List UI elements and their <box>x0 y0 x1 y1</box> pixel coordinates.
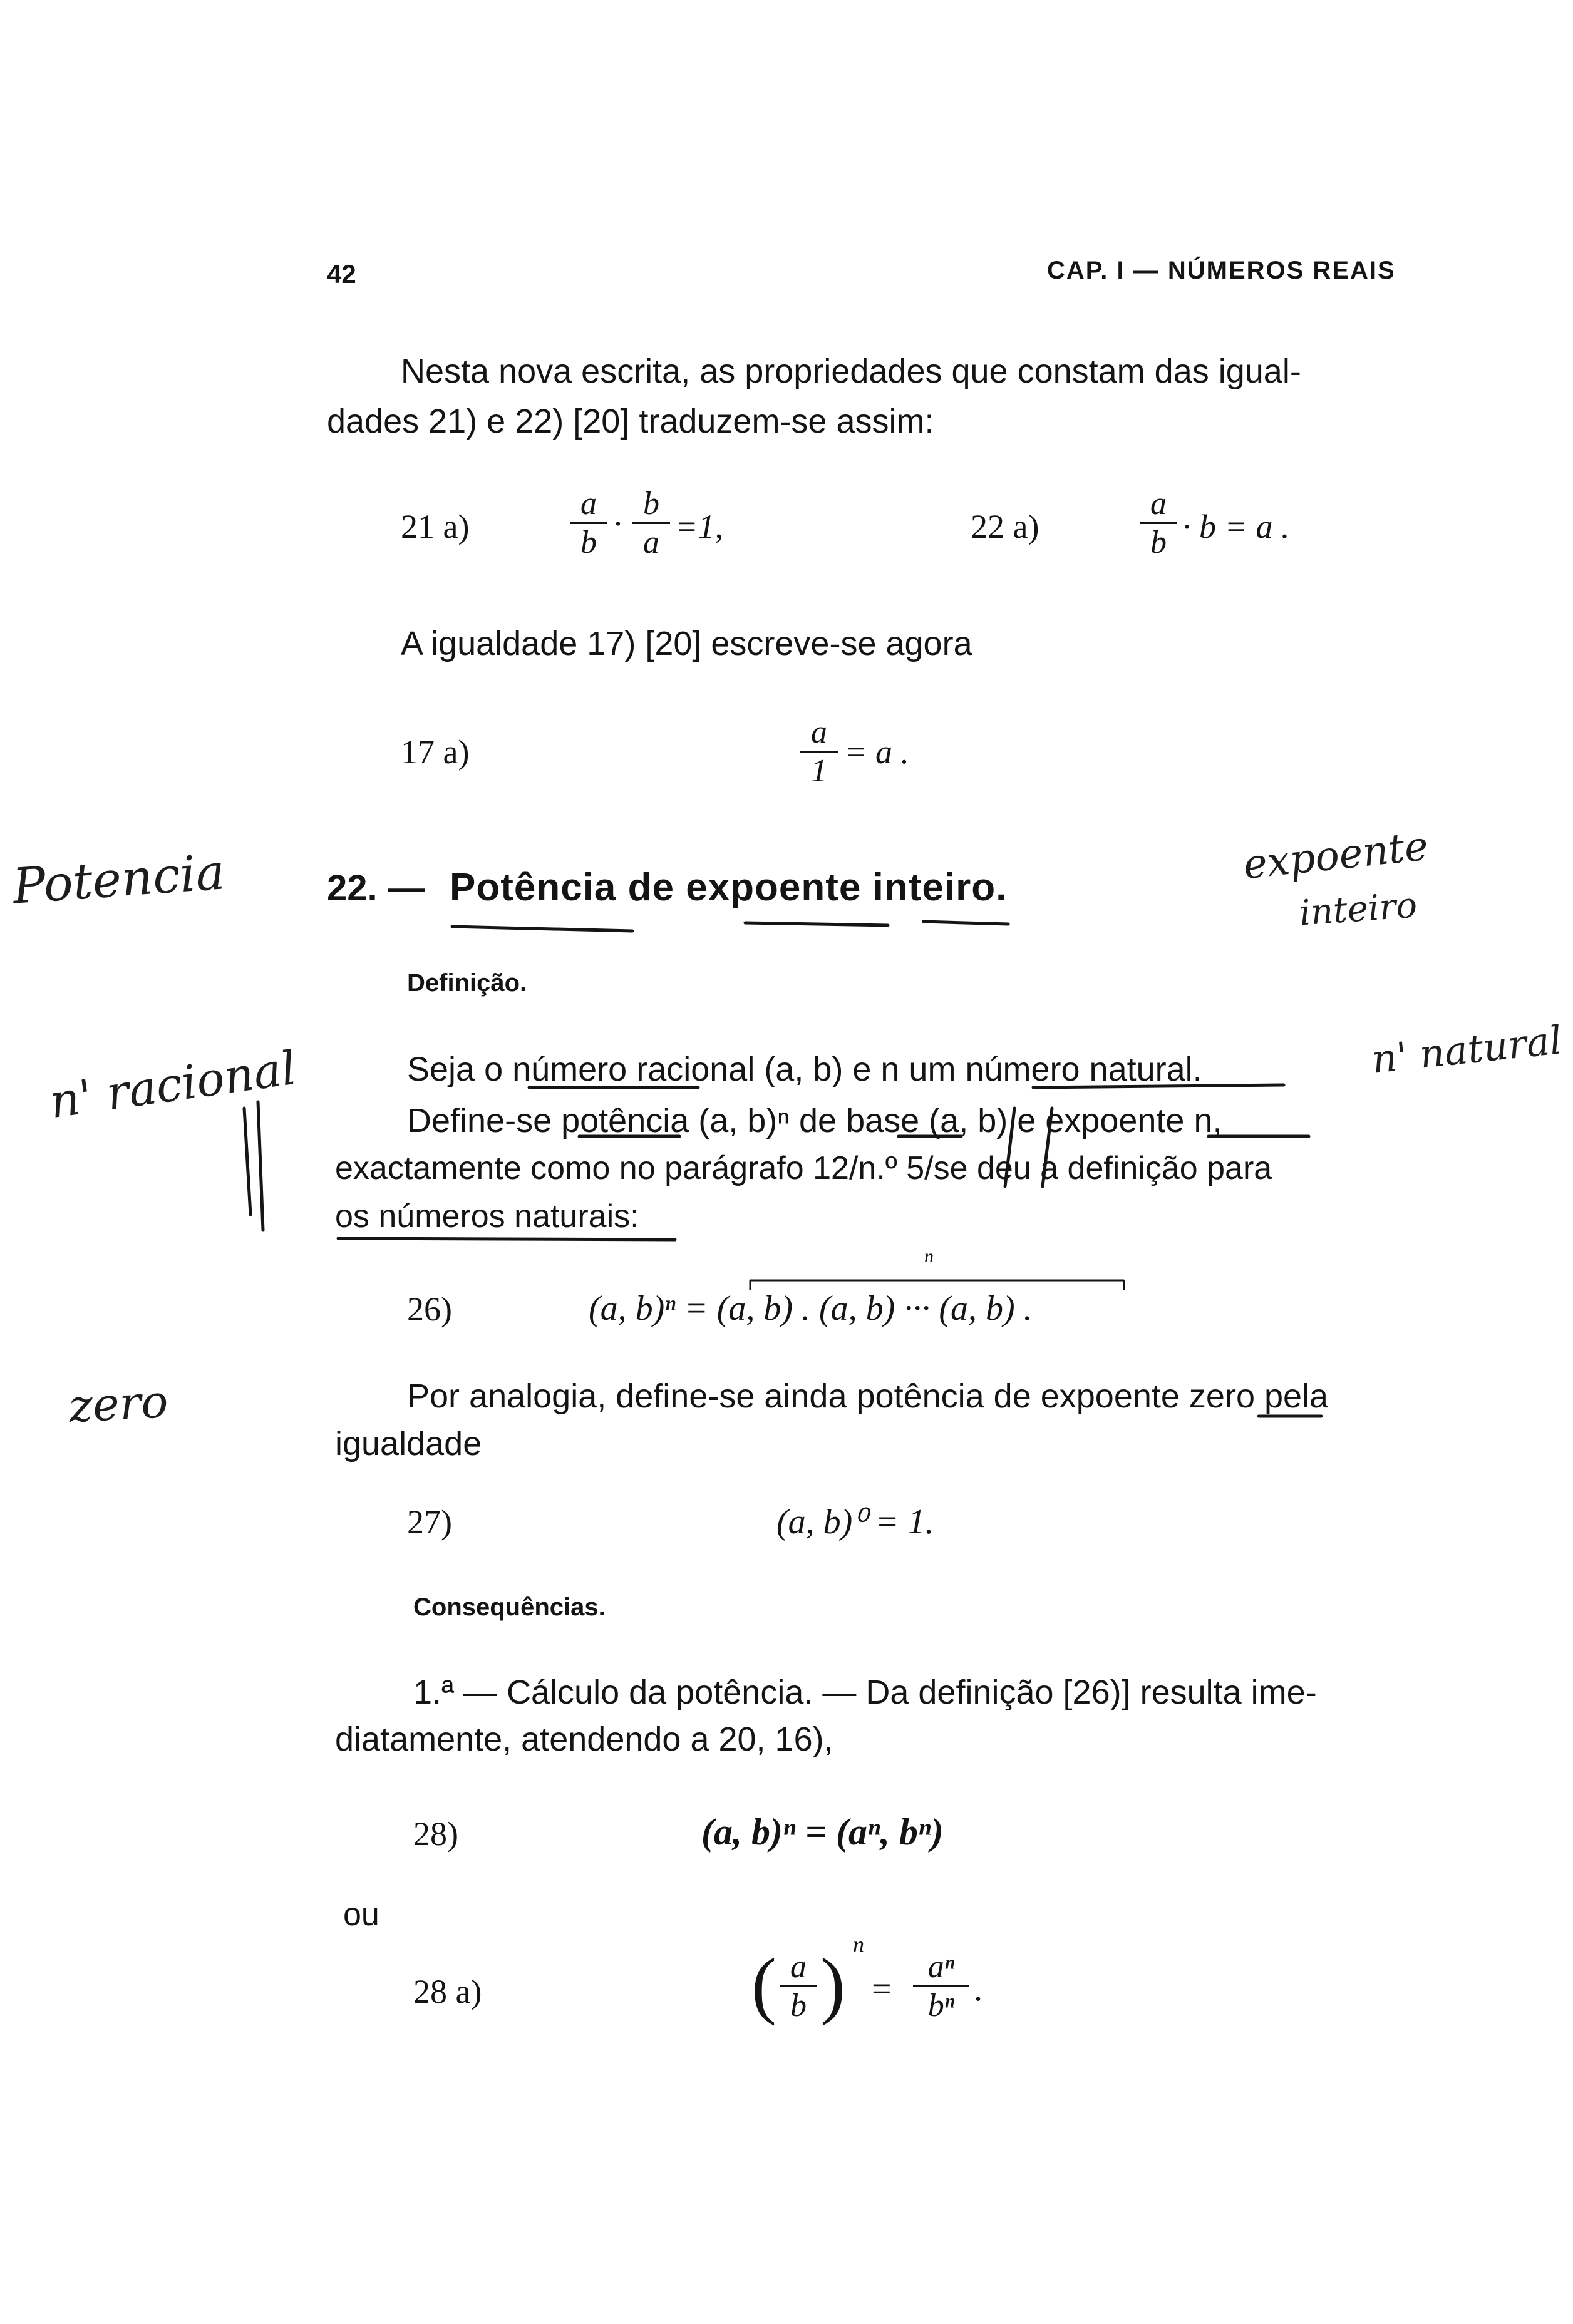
eq28a-left-paren: ( <box>751 1943 776 2026</box>
handwritten-n-natural: n' natural <box>1369 1017 1564 1082</box>
section-title: Potência de expoente inteiro. <box>450 866 1008 909</box>
eq21a-rhs: =1, <box>675 508 723 545</box>
intro-line-2: dades 21) e 22) [20] traduzem-se assim: <box>327 403 934 440</box>
eq22a-den: b <box>1140 522 1177 561</box>
slash-5 <box>1043 1108 1052 1186</box>
eq21a-num-1: a <box>580 486 597 522</box>
eq21a-label: 21 a) <box>401 508 470 545</box>
handwritten-inteiro: inteiro <box>1297 885 1419 934</box>
eq22a-rhs: · b = a . <box>1182 508 1290 545</box>
definicao-heading: Definição. <box>407 969 527 997</box>
eq17a-label: 17 a) <box>401 733 470 771</box>
analogia-line-1: Por analogia, define-se ainda potência de expoente zero pela <box>407 1377 1329 1415</box>
consequence-1-line-2: diatamente, atendendo a 20, 16), <box>335 1720 833 1758</box>
underline-potencia <box>452 927 632 931</box>
definition-line-3: exactamente como no parágrafo 12/n.º 5/se deu a definição para <box>335 1150 1272 1186</box>
eq17a-num: a <box>811 714 827 750</box>
eq22a-num: a <box>1150 486 1167 522</box>
page-number: 42 <box>327 259 356 289</box>
eq28-label: 28) <box>413 1815 458 1853</box>
eq28a-exp: n <box>853 1932 864 1957</box>
eq28a-inner-num: a <box>790 1949 807 1985</box>
definition-line-1: Seja o número racional (a, b) e n um número natural. <box>407 1051 1202 1088</box>
margin-mark-2 <box>258 1102 263 1230</box>
eq26-expression: (a, b)ⁿ = (a, b) . (a, b) ··· (a, b) . <box>589 1289 1033 1328</box>
eq21a-dot: · <box>612 505 624 542</box>
eq21a-num-2: b <box>643 486 659 522</box>
eq28a-label: 28 a) <box>413 1973 482 2010</box>
eq27-expression: (a, b)⁰ = 1. <box>776 1503 934 1541</box>
consequence-1-line-1: 1.ª — Cálculo da potência. — Da definição [26)] resulta ime- <box>413 1674 1317 1711</box>
ou-text: ou <box>343 1896 379 1933</box>
eq22a-label: 22 a) <box>971 508 1039 545</box>
handwritten-potencia: Potencia <box>11 844 227 915</box>
eq28a-inner-den: b <box>780 1985 817 2024</box>
slash-12 <box>1005 1108 1014 1186</box>
margin-mark-1 <box>244 1108 250 1215</box>
eq21a-den-1: b <box>570 522 607 561</box>
eq28a-equals: = <box>872 1970 892 2008</box>
underline-numero-natural <box>1033 1085 1284 1087</box>
eq28a-rhs-num: aⁿ <box>927 1949 955 1985</box>
eq17a-rhs: = a . <box>844 733 909 771</box>
eq26-label: 26) <box>407 1290 452 1328</box>
eq21a-den-2: a <box>632 522 670 561</box>
section-number: 22. <box>327 868 378 908</box>
definition-line-4: os números naturais: <box>335 1198 639 1235</box>
analogia-line-2: igualdade <box>335 1425 482 1463</box>
intro-line-1: Nesta nova escrita, as propriedades que constam das igual- <box>401 352 1301 390</box>
chapter-heading: CAP. I — NÚMEROS REAIS <box>1047 257 1396 284</box>
eq26-n: n <box>924 1246 934 1267</box>
consequencias-heading: Consequências. <box>413 1593 606 1621</box>
underline-inteiro <box>924 922 1008 924</box>
definition-line-2: Define-se potência (a, b)ⁿ de base (a, b) e expoente n, <box>407 1102 1222 1139</box>
underline-expoente <box>745 923 888 925</box>
eq17-intro: A igualdade 17) [20] escreve-se agora <box>401 625 972 662</box>
eq27-label: 27) <box>407 1503 452 1541</box>
eq28a-rhs-den: bⁿ <box>913 1985 969 2024</box>
handwritten-n-racional: n' racional <box>46 1041 300 1129</box>
section-dash: — <box>388 868 425 908</box>
eq17a-den: 1 <box>800 751 838 789</box>
handwritten-expoente: expoente <box>1240 823 1431 889</box>
eq28a-right-paren: ) <box>820 1943 845 2026</box>
underline-numeros-naturais <box>338 1238 675 1240</box>
eq28-expression: (a, b)ⁿ = (aⁿ, bⁿ) <box>701 1811 944 1853</box>
eq28a-period: . <box>974 1970 982 2008</box>
handwritten-zero: zero <box>67 1374 170 1433</box>
